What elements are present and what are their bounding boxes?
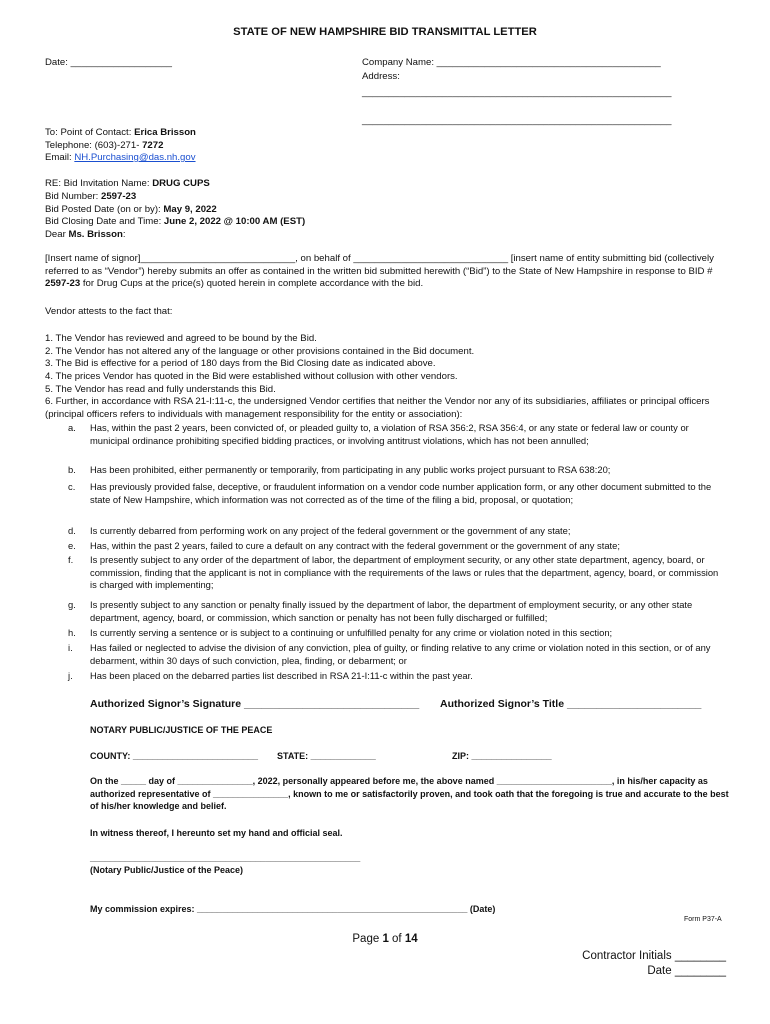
poc-name: Erica Brisson (134, 127, 196, 138)
bid-number (45, 191, 136, 204)
point-of-contact (45, 127, 196, 140)
list-item: 4. The prices Vendor has quoted in the Bid were established without collusion with other vendors. (45, 371, 458, 382)
subitem-text: Is presently subject to any sanction or penalty finally issued by the department of labor, the department of employment security, or any other state department, agency, board, or commission, which sanction or penalty has not been fully discharged or fulfilled; (90, 599, 693, 623)
contractor-initials: Contractor Initials ________ (582, 950, 726, 962)
re-value: DRUG CUPS (152, 178, 210, 189)
subitem-text: Has, within the past 2 years, been convicted of, or pleaded guilty to, a violation of RSA 356:2, RSA 356:4, or any state or federal law or county or municipal ordinance prohibiting specified bidding practices, or involving antitrust violations, which has not been annulled; (90, 422, 689, 446)
bid-invitation-name (45, 178, 210, 191)
closing-prefix: Bid Closing Date and Time: (45, 216, 164, 227)
notary-signature-caption: (Notary Public/Justice of the Peace) (90, 865, 244, 875)
subitem-letter: g. (68, 599, 76, 610)
list-item: 3. The Bid is effective for a period of 180 days from the Bid Closing date as indicated above. (45, 358, 436, 369)
salutation (45, 229, 126, 242)
phone-prefix: Telephone: (603)-271- (45, 140, 143, 151)
notary-heading: NOTARY PUBLIC/JUSTICE OF THE PEACE (90, 725, 273, 735)
witness-statement: In witness thereof, I hereunto set my hand and official seal. (90, 828, 343, 838)
company-name-label: Company Name: __________________________________________ (362, 57, 661, 68)
posted-value: May 9, 2022 (163, 204, 217, 215)
list-item: 2. The Vendor has not altered any of the language or other provisions contained in the Bid document. (45, 346, 475, 357)
bid-posted-date (45, 204, 217, 217)
page-number: 1 (382, 933, 389, 945)
list-item: 5. The Vendor has read and fully understands this Bid. (45, 384, 276, 395)
subitem-letter: c. (68, 481, 76, 492)
telephone (45, 140, 163, 153)
subitem-text: Is currently serving a sentence or is subject to a continuing or unfulfilled penalty for any crime or violation noted in this section; (90, 627, 613, 638)
dear-prefix: Dear (45, 229, 69, 240)
subitem-text: Has been prohibited, either permanently or temporarily, from participating in any public works project pursuant to RSA 638:20; (90, 464, 611, 475)
dear-name: Ms. Brisson (68, 229, 123, 240)
subitem-text: Has, within the past 2 years, failed to cure a default on any contract with the federal government or the government of any state; (90, 540, 620, 551)
contractor-date: Date ________ (647, 965, 726, 977)
subitem-letter: b. (68, 464, 76, 475)
email-prefix: Email: (45, 152, 75, 163)
state-field: STATE: _____________ (277, 751, 376, 761)
dear-suffix: : (122, 229, 126, 240)
subitem-text: Is presently subject to any order of the department of labor, the department of employment security, or any other state department, agency, board, or commission, finding that the applicant is not in compliance with the requirements of the laws or rules that the department, agency, board, or commission is charged with implementing; (90, 554, 719, 591)
re-prefix: RE: Bid Invitation Name: (45, 178, 153, 189)
poc-prefix: To: Point of Contact: (45, 127, 135, 138)
notary-signature-line: ______________________________________________________ (90, 853, 361, 863)
date-field-label: Date: ___________________ (45, 57, 172, 68)
county-field: COUNTY: _________________________ (90, 751, 258, 761)
page-total: 14 (404, 933, 418, 945)
subitem-text: Has failed or neglected to advise the division of any conviction, plea of guilty, or finding relative to any crime or violation noted in this section, or of any debarment, within 30 days of such conviction, plea, finding, or debarment; or (90, 642, 711, 666)
offer-paragraph (45, 253, 725, 291)
page-indicator (0, 933, 770, 945)
signor-signature-line: Authorized Signor’s Signature ______________________________ (90, 698, 420, 710)
notary-statement: On the _____ day of _______________, 2022, personally appeared before me, the above named _______________________, in his/her capacity as authorized representative of _______________, known to me or satisfactorily proven, and took oath that the foregoing is true and accurate to the best of his/her knowledge and belief. (90, 776, 729, 811)
zip-field: ZIP: ________________ (452, 751, 552, 761)
subitem-letter: j. (68, 670, 73, 681)
closing-value: June 2, 2022 @ 10:00 AM (EST) (163, 216, 306, 227)
offer-part-2: for Drug Cups at the price(s) quoted herein in complete accordance with the bid. (80, 278, 424, 290)
subitem-letter: a. (68, 422, 76, 433)
list-item-6: 6. Further, in accordance with RSA 21-I:11-c, the undersigned Vendor certifies that neither the Vendor nor any of its subsidiaries, affiliates or principal officers (principal officers refers to individuals with management responsibility for the entity or association): (45, 396, 710, 420)
commission-expires: My commission expires: ______________________________________________________ (Date) (90, 904, 496, 914)
list-item: 1. The Vendor has reviewed and agreed to be bound by the Bid. (45, 333, 317, 344)
page-of: of (388, 933, 405, 945)
subitem-letter: i. (68, 642, 73, 653)
bid-number-prefix: Bid Number: (45, 191, 101, 202)
address-label: Address: (362, 71, 400, 82)
subitem-text: Is currently debarred from performing work on any project of the federal government or the government of any state; (90, 525, 571, 536)
address-line-1: __________________________________________________________ (362, 87, 672, 98)
subitem-letter: e. (68, 540, 76, 551)
bid-number-value: 2597-23 (100, 191, 137, 202)
email-link[interactable]: NH.Purchasing@das.nh.gov (74, 152, 196, 163)
bid-closing-date (45, 216, 305, 229)
address-line-2: __________________________________________________________ (362, 115, 672, 126)
email (45, 152, 196, 165)
offer-part-1: [Insert name of signor]_____________________________, on behalf of _____________________________ [insert name of entity submitting bid (collectively referred to as “Vendor”) hereby submits an offer as contained in the written bid submitted herewith (“Bid”) to the State of New Hampshire in response to BID # (45, 253, 714, 277)
form-number: Form P37-A (684, 916, 722, 923)
attest-heading: Vendor attests to the fact that: (45, 306, 173, 317)
subitem-text: Has been placed on the debarred parties list described in RSA 21-I:11-c within the past year. (90, 670, 473, 681)
posted-prefix: Bid Posted Date (on or by): (45, 204, 164, 215)
subitem-letter: d. (68, 525, 76, 536)
subitem-text: Has previously provided false, deceptive, or fraudulent information on a vendor code number application form, or any other document submitted to the state of New Hampshire, which information was not corrected as of the time of the filing a bid, proposal, or quotation; (90, 481, 712, 505)
signor-title-line: Authorized Signor’s Title _______________________ (440, 698, 702, 710)
page-prefix: Page (352, 933, 383, 945)
phone-ext: 7272 (142, 140, 164, 151)
document-title: STATE OF NEW HAMPSHIRE BID TRANSMITTAL LETTER (233, 26, 537, 38)
subitem-letter: h. (68, 627, 76, 638)
subitem-letter: f. (68, 554, 74, 565)
offer-bid-number: 2597-23 (45, 278, 81, 290)
